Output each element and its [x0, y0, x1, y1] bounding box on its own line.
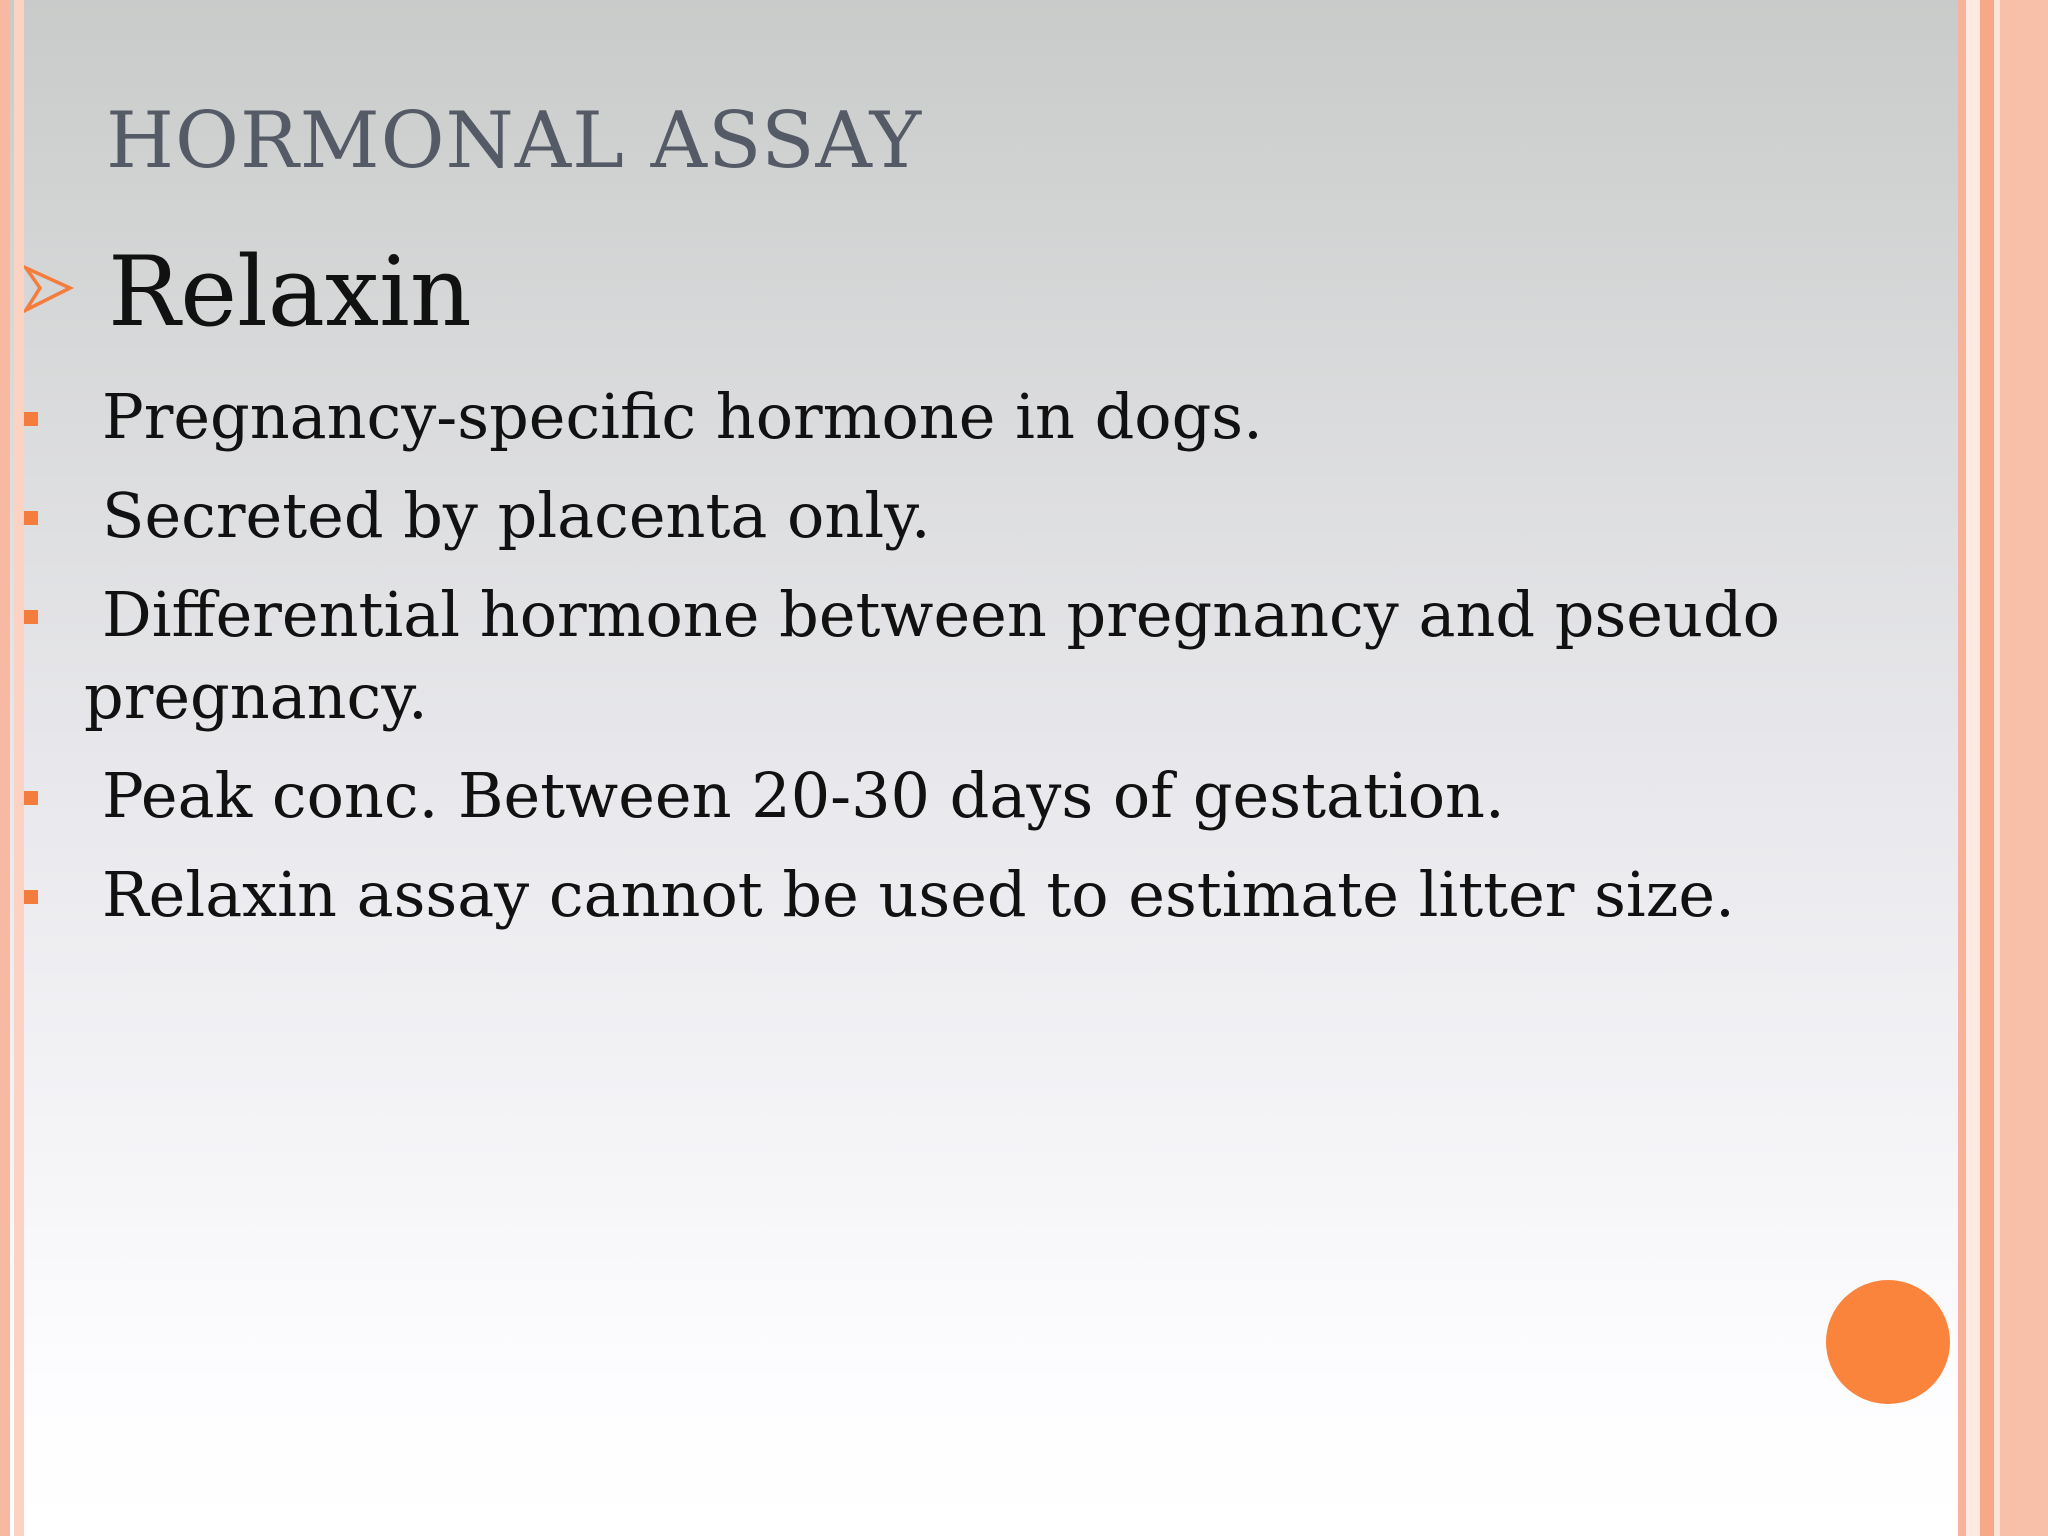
list-item	[0, 755, 1900, 837]
orange-circle-decoration	[1826, 1280, 1950, 1404]
list-item	[0, 376, 1900, 458]
bullet-text: Relaxin assay cannot be used to estimate litter size.	[102, 858, 1735, 931]
square-bullet-icon	[24, 511, 38, 525]
square-bullet-icon	[24, 890, 38, 904]
bullet-text: Pregnancy-specific hormone in dogs.	[102, 380, 1263, 453]
bullet-list	[0, 376, 1900, 953]
list-item	[0, 475, 1900, 557]
square-bullet-icon	[24, 791, 38, 805]
bullet-text: Differential hormone between pregnancy and pseudo pregnancy.	[84, 578, 1780, 733]
list-item	[0, 854, 1900, 936]
list-item	[0, 574, 1900, 738]
right-accent-margin	[2000, 0, 2048, 1536]
square-bullet-icon	[24, 610, 38, 624]
right-accent-stripe	[1958, 0, 1966, 1536]
right-accent-stripe-dark	[1980, 0, 1994, 1536]
right-accent-stripe-light	[1966, 0, 1980, 1536]
arrow-head-icon	[24, 264, 74, 314]
section-heading: Relaxin	[108, 236, 472, 348]
square-bullet-icon	[24, 412, 38, 426]
slide-title: HORMONAL ASSAY	[106, 96, 923, 186]
bullet-text: Peak conc. Between 20-30 days of gestation.	[102, 759, 1505, 832]
bullet-text: Secreted by placenta only.	[102, 479, 931, 552]
